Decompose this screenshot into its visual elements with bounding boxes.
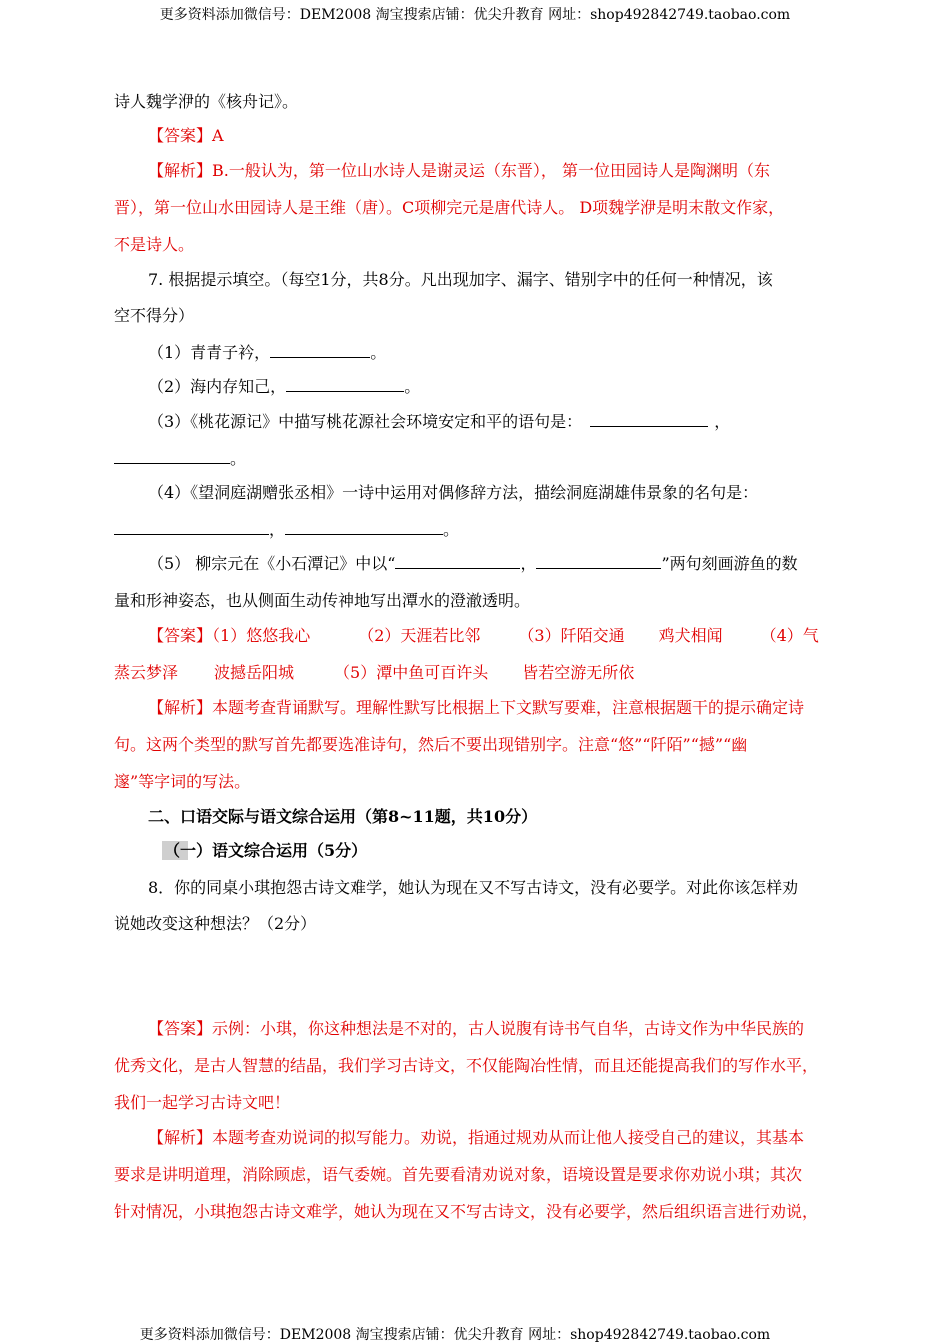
q7-item1 <box>148 342 888 364</box>
q7-item3-cont <box>114 448 854 470</box>
item-text: （1）青青子衿， <box>148 343 271 362</box>
q8-answer-line1 <box>148 1018 888 1040</box>
q7-item5-cont: 量和形神姿态，也从侧面生动传神地写出潭水的澄澈透明。 <box>114 591 531 610</box>
q7-answer-line2 <box>114 662 854 684</box>
q7-analysis-line2: 句。这两个类型的默写首先都要选准诗句，然后不要出现错别字。注意“悠”“阡陌”“撼”“幽 <box>114 735 748 754</box>
q7-item3 <box>148 411 888 433</box>
q7-stem-line1: 7. 根据提示填空。（每空1分，共8分。凡出现加字、漏字、错别字中的任何一种情况，该 <box>148 270 773 289</box>
subsection-title: （一）语文综合运用（5分） <box>164 841 368 860</box>
q8-answer-line2: 优秀文化，是古人智慧的结晶，我们学习古诗文，不仅能陶冶性情，而且还能提高我们的写作水平， <box>114 1056 819 1075</box>
answer-label: 【答案】 <box>148 126 213 145</box>
punct: ， <box>714 412 731 431</box>
answer-blank[interactable] <box>395 554 520 569</box>
q6-tail: 诗人魏学洢的《核舟记》。 <box>114 92 299 111</box>
q8-stem-line1: 8．你的同桌小琪抱怨古诗文难学，她认为现在又不写古诗文，没有必要学。对此你该怎样劝 <box>148 878 799 897</box>
item-text: （5） 柳宗元在《小石潭记》中以“ <box>148 554 396 573</box>
answer-blank[interactable] <box>285 520 443 535</box>
analysis-text: 本题考查劝说词的拟写能力。劝说，指通过规劝从而让他人接受自己的建议，其基本 <box>212 1128 805 1147</box>
answer-item: （3）阡陌交通 <box>518 626 625 645</box>
item-text: （2）海内存知己， <box>148 377 287 396</box>
punct: 。 <box>443 520 460 539</box>
q8-analysis-line1 <box>148 1127 888 1149</box>
analysis-label: 【解析】 <box>148 161 213 180</box>
punct: 。 <box>370 343 387 362</box>
answer-item: （5）潭中鱼可百许头 <box>334 663 489 682</box>
answer-item: 波撼岳阳城 <box>214 663 295 682</box>
answer-item: 鸡犬相闻 <box>658 626 723 645</box>
answer-item: （1）悠悠我心 <box>212 626 311 645</box>
answer-blank[interactable] <box>536 554 661 569</box>
answer-label: 【答案】 <box>148 626 213 645</box>
answer-blank[interactable] <box>114 449 230 464</box>
analysis-text: 本题考查背诵默写。理解性默写比根据上下文默写要难，注意根据题干的提示确定诗 <box>212 698 805 717</box>
q6-analysis-line2: 晋），第一位山水田园诗人是王维（唐）。C项柳完元是唐代诗人。 D项魏学洢是明末散文作家， <box>114 198 785 217</box>
q8-stem-line2: 说她改变这种想法？（2分） <box>114 914 317 933</box>
answer-item: （4）气 <box>760 626 819 645</box>
answer-item: 皆若空游无所依 <box>522 663 635 682</box>
q7-stem-line2: 空不得分） <box>114 306 195 325</box>
answer-text: 示例：小琪，你这种想法是不对的，古人说腹有诗书气自华，古诗文作为中华民族的 <box>212 1019 805 1038</box>
q7-item4-cont <box>114 519 854 541</box>
q7-answer-line1 <box>148 625 836 647</box>
q7-item5 <box>148 553 888 575</box>
answer-blank[interactable] <box>270 343 370 358</box>
q7-item4: （4）《望洞庭湖赠张丞相》一诗中运用对偶修辞方法，描绘洞庭湖雄伟景象的名句是： <box>148 483 759 502</box>
answer-blank[interactable] <box>114 520 269 535</box>
answer-value: A <box>212 126 224 145</box>
answer-item: 蒸云梦泽 <box>114 663 179 682</box>
page-footer: 更多资料添加微信号：DEM2008 淘宝搜索店铺：优尖升教育 网址：shop492842749.taobao.com <box>139 1327 771 1343</box>
q6-analysis-line3: 不是诗人。 <box>114 235 195 254</box>
answer-item: （2）天涯若比邻 <box>358 626 481 645</box>
punct: ， <box>520 554 537 573</box>
q7-item2 <box>148 376 888 398</box>
answer-blank[interactable] <box>286 377 404 392</box>
page-header: 更多资料添加微信号：DEM2008 淘宝搜索店铺：优尖升教育 网址：shop492842749.taobao.com <box>159 7 791 23</box>
q8-answer-line3: 我们一起学习古诗文吧！ <box>114 1093 291 1112</box>
analysis-text: B.一般认为，第一位山水诗人是谢灵运（东晋）， 第一位田园诗人是陶渊明（东 <box>212 161 770 180</box>
q8-analysis-line2: 要求是讲明道理，消除顾虑，语气委婉。首先要看清劝说对象，语境设置是要求你劝说小琪；其次 <box>114 1165 803 1184</box>
q8-analysis-line3: 针对情况，小琪抱怨古诗文难学，她认为现在又不写古诗文，没有必要学，然后组织语言进行劝说， <box>114 1202 819 1221</box>
q6-answer <box>148 125 888 147</box>
item-text: ”两句刻画游鱼的数 <box>661 554 798 573</box>
q7-analysis-line1 <box>148 697 888 719</box>
punct: 。 <box>230 449 247 468</box>
q7-analysis-line3: 邃”等字词的写法。 <box>114 772 251 791</box>
analysis-label: 【解析】 <box>148 698 213 717</box>
answer-blank[interactable] <box>590 412 708 427</box>
answer-label: 【答案】 <box>148 1019 213 1038</box>
section-title: 二、口语交际与语文综合运用（第8~11题，共10分） <box>148 807 538 826</box>
analysis-label: 【解析】 <box>148 1128 213 1147</box>
punct: 。 <box>404 377 421 396</box>
q6-analysis-line1 <box>148 160 888 182</box>
item-text: （3）《桃花源记》中描写桃花源社会环境安定和平的语句是： <box>148 412 583 431</box>
punct: ， <box>269 520 286 539</box>
